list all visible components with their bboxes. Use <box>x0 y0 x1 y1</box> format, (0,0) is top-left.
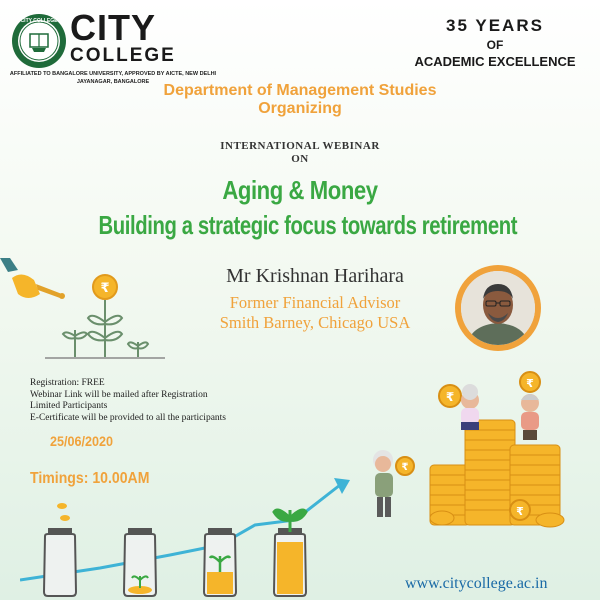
anniversary-of: OF <box>486 38 504 52</box>
anniversary-badge <box>410 16 580 69</box>
event-type <box>150 140 450 166</box>
speaker-role <box>180 293 450 333</box>
webinar-link-note: Webinar Link will be mailed after Registration <box>30 389 208 400</box>
website-link[interactable]: www.citycollege.ac.in <box>405 575 548 592</box>
webinar-label: INTERNATIONAL WEBINAR <box>220 140 380 152</box>
limited-participants: Limited Participants <box>30 401 108 411</box>
event-title-main: Aging & Money <box>222 175 378 205</box>
registration-details <box>30 378 226 424</box>
speaker-title: Former Financial Advisor <box>229 293 401 312</box>
svg-text:₹: ₹ <box>100 281 110 296</box>
event-title-sub: Building a strategic focus towards retirement <box>98 210 518 240</box>
svg-text:₹: ₹ <box>401 462 409 473</box>
logo-city: CITY <box>70 7 157 48</box>
logo-college: COLLEGE <box>70 45 176 66</box>
plant-illustration <box>40 272 170 364</box>
speaker-company: Smith Barney, Chicago USA <box>219 313 411 332</box>
speaker-name: Mr Krishnan Harihara <box>226 265 404 287</box>
event-timings: Timings: 10.00AM <box>30 470 150 487</box>
affiliation-line: AFFILIATED TO BANGALORE UNIVERSITY, APPROVED BY AICTE, NEW DELHI <box>9 71 217 77</box>
department-name: Department of Management Studies <box>163 82 437 99</box>
anniversary-years: 35 YEARS <box>446 16 544 35</box>
event-date: 25/06/2020 <box>50 433 114 449</box>
college-seal-icon <box>10 12 68 70</box>
svg-text:₹: ₹ <box>526 377 534 390</box>
coin-stack-center <box>465 420 515 525</box>
svg-text:CITY COLLEGE: CITY COLLEGE <box>20 18 58 24</box>
organizing-text: Organizing <box>258 100 342 117</box>
svg-text:₹: ₹ <box>445 390 455 404</box>
on-label: ON <box>291 153 309 165</box>
speaker-photo <box>461 271 535 345</box>
college-logo-text <box>70 7 176 66</box>
svg-text:₹: ₹ <box>516 505 524 518</box>
rupee-coin-icon <box>93 275 117 299</box>
department-heading <box>120 82 480 118</box>
anniversary-excellence: ACADEMIC EXCELLENCE <box>414 54 576 69</box>
certificate-note: E-Certificate will be provided to all the participants <box>30 412 227 423</box>
elderly-woman-icon <box>365 448 420 523</box>
coin-jar-icon <box>40 500 340 600</box>
registration-fee: Registration: FREE <box>30 378 105 388</box>
location-line: JAYANAGAR, BANGALORE <box>76 79 150 85</box>
plant-icon <box>45 300 165 358</box>
